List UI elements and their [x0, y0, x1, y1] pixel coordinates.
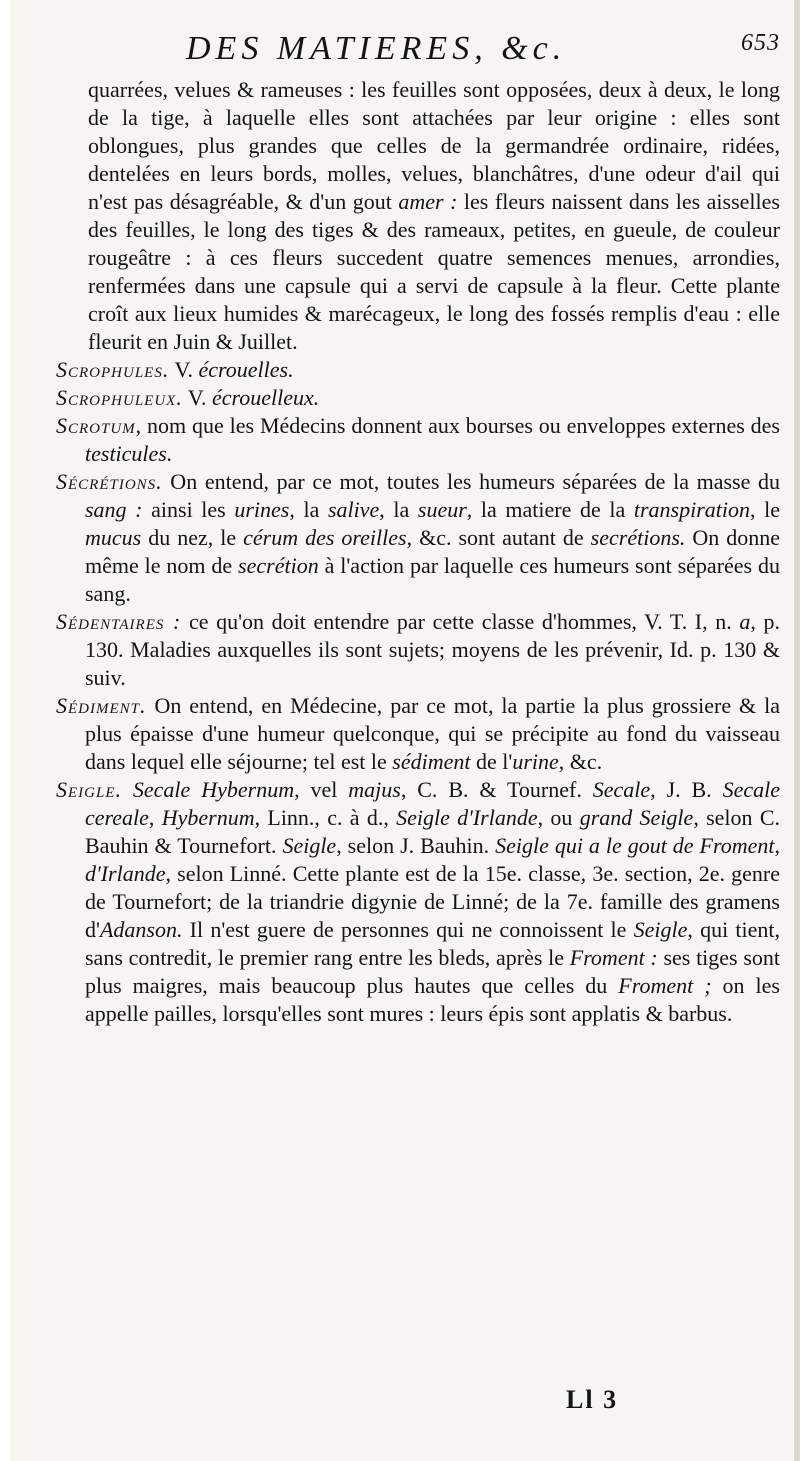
- entry-secretions: [56, 468, 780, 608]
- entry-text: ce qu'on doit entendre par cette classe d'hommes, V. T. I, n.: [181, 609, 740, 634]
- italic-text: Secale cereale: [85, 777, 780, 830]
- italic-text: sang :: [85, 497, 143, 522]
- italic-text: a: [739, 609, 751, 634]
- running-head: [186, 26, 780, 76]
- entry-text: , J. B.: [650, 777, 723, 802]
- entry-text: de l': [470, 749, 513, 774]
- entry-headword: Seigle.: [56, 777, 122, 802]
- italic-text: Adanson.: [99, 917, 183, 942]
- entry-text: V.: [182, 385, 212, 410]
- index-text: [56, 76, 780, 1028]
- entry-text: , p. 130. Maladies auxquelles ils sont sujets; moyens de les prévenir, Id. p. 130 & suiv.: [85, 609, 781, 690]
- italic-text: Seigle: [633, 917, 688, 942]
- entry-text: , selon Linné. Cette plante est de la 15e. classe, 3e. section, 2e. genre de Tournefort; de la triandrie digynie de Linné; de la 7e. famille des gramens d': [85, 861, 780, 942]
- entry-text: , &c.: [558, 749, 603, 774]
- entry-text: On entend, par ce mot, toutes les humeurs séparées de la masse du: [162, 469, 780, 494]
- entry-text: quarrées, velues & rameuses : les feuilles sont opposées, deux à deux, le long de la tige, à laquelle elles sont attachées par leur origine : elles sont oblongues, plus grandes que celles de la germandrée ordinaire, ridées, dentelées en leurs bords, molles, velues, blanchâtres, d'une odeur d'ail qui n'est pas désagréable, & d'un gout: [88, 77, 780, 214]
- entry-scrotum: [56, 412, 780, 468]
- italic-text: Seigle: [282, 833, 337, 858]
- italic-text: écrouelleux.: [211, 385, 320, 410]
- page-number: 653: [741, 30, 780, 56]
- entry-text: ses tiges sont plus maigres, mais beaucoup plus hautes que celles du: [85, 945, 781, 998]
- signature-mark: Ll 3: [566, 1385, 619, 1414]
- italic-text: salive: [327, 497, 380, 522]
- italic-text: cérum des oreilles: [243, 525, 407, 550]
- entry-text: , &c. sont autant de: [406, 525, 591, 550]
- entry-text: ,: [774, 833, 780, 858]
- entry-sedentaires: [56, 608, 780, 692]
- italic-text: urine: [512, 749, 559, 774]
- entry-text: On donne même le nom de: [85, 525, 781, 578]
- entry-scrophules: [56, 356, 780, 384]
- italic-text: mucus: [85, 525, 142, 550]
- entry-text: [122, 777, 133, 802]
- italic-text: majus: [348, 777, 401, 802]
- italic-text: Froment :: [569, 945, 658, 970]
- italic-text: sédiment: [392, 749, 471, 774]
- entry-headword: Scrophuleux.: [56, 385, 183, 410]
- entry-scrophuleux: [56, 384, 780, 412]
- scan-edge: [794, 0, 800, 1461]
- entry-continuation: [56, 76, 780, 356]
- entry-text: Il n'est guere de personnes qui ne connoissent le: [182, 917, 634, 942]
- entry-text: on les appelle pailles, lorsqu'elles sont mures : leurs épis sont applatis & barbus.: [85, 973, 780, 1026]
- entry-headword: Scrotum: [56, 413, 136, 438]
- running-title: DES MATIERES, &c.: [186, 30, 567, 67]
- italic-text: secrétions.: [590, 525, 686, 550]
- italic-text: Hybernum: [161, 805, 255, 830]
- italic-text: Secale: [592, 777, 651, 802]
- italic-text: Seigle d'Irlande: [396, 805, 538, 830]
- italic-text: sueur: [417, 497, 467, 522]
- entry-text: , selon J. Bauhin.: [336, 833, 496, 858]
- entry-text: du nez, le: [141, 525, 244, 550]
- entry-text: , C. B. & Tournef.: [400, 777, 593, 802]
- entry-headword: Sécrétions.: [56, 469, 163, 494]
- entry-headword: Sédentaires :: [56, 609, 182, 634]
- italic-text: secrétion: [238, 553, 319, 578]
- entry-text: , nom que les Médecins donnent aux bourses ou enveloppes externes des: [135, 413, 780, 438]
- italic-text: urines: [234, 497, 290, 522]
- italic-text: transpiration: [633, 497, 750, 522]
- entry-sediment: [56, 692, 780, 776]
- entry-text: , le: [749, 497, 780, 522]
- entry-text: V.: [169, 357, 199, 382]
- entry-text: , ou: [537, 805, 580, 830]
- entry-text: , Linn., c. à d.,: [254, 805, 397, 830]
- italic-text: Seigle qui a le gout de Froment: [495, 833, 775, 858]
- entry-text: On entend, en Médecine, par ce mot, la partie la plus grossiere & la plus épaisse d'une humeur quelconque, qui se précipite au fond du vaisseau dans lequel elle séjourne; tel est le: [85, 693, 780, 774]
- italic-text: grand Seigle: [579, 805, 694, 830]
- entry-text: ,: [148, 805, 162, 830]
- italic-text: testicules.: [85, 441, 173, 466]
- entry-text: , vel: [294, 777, 349, 802]
- entry-text: à l'action par laquelle ces humeurs sont séparées du sang.: [85, 553, 780, 606]
- entry-text: , la matiere de la: [466, 497, 634, 522]
- entry-text: , la: [289, 497, 328, 522]
- entry-text: , qui tient, sans contredit, le premier rang entre les bleds, après le: [85, 917, 781, 970]
- italic-text: Secale Hybernum: [132, 777, 295, 802]
- entry-text: , la: [379, 497, 418, 522]
- italic-text: amer :: [398, 189, 458, 214]
- entry-text: , selon C. Bauhin & Tournefort.: [85, 805, 780, 858]
- italic-text: écrouelles.: [198, 357, 294, 382]
- italic-text: d'Irlande: [85, 861, 166, 886]
- italic-text: Froment ;: [618, 973, 712, 998]
- entry-text: ainsi les: [142, 497, 235, 522]
- entry-headword: Sédiment.: [56, 693, 147, 718]
- entry-headword: Scrophules.: [56, 357, 170, 382]
- entry-text: les fleurs naissent dans les aisselles des feuilles, le long des tiges & des rameaux, petites, en gueule, de couleur rougeâtre : à ces fleurs succedent quatre semences menues, arrondies, renfermées dans une capsule qui a servi de capsule à la fleur. Cette plante croît aux lieux humides & marécageux, le long des fossés remplis d'eau : elle fleurit en Juin & Juillet.: [88, 189, 780, 354]
- entry-seigle: [56, 776, 780, 1028]
